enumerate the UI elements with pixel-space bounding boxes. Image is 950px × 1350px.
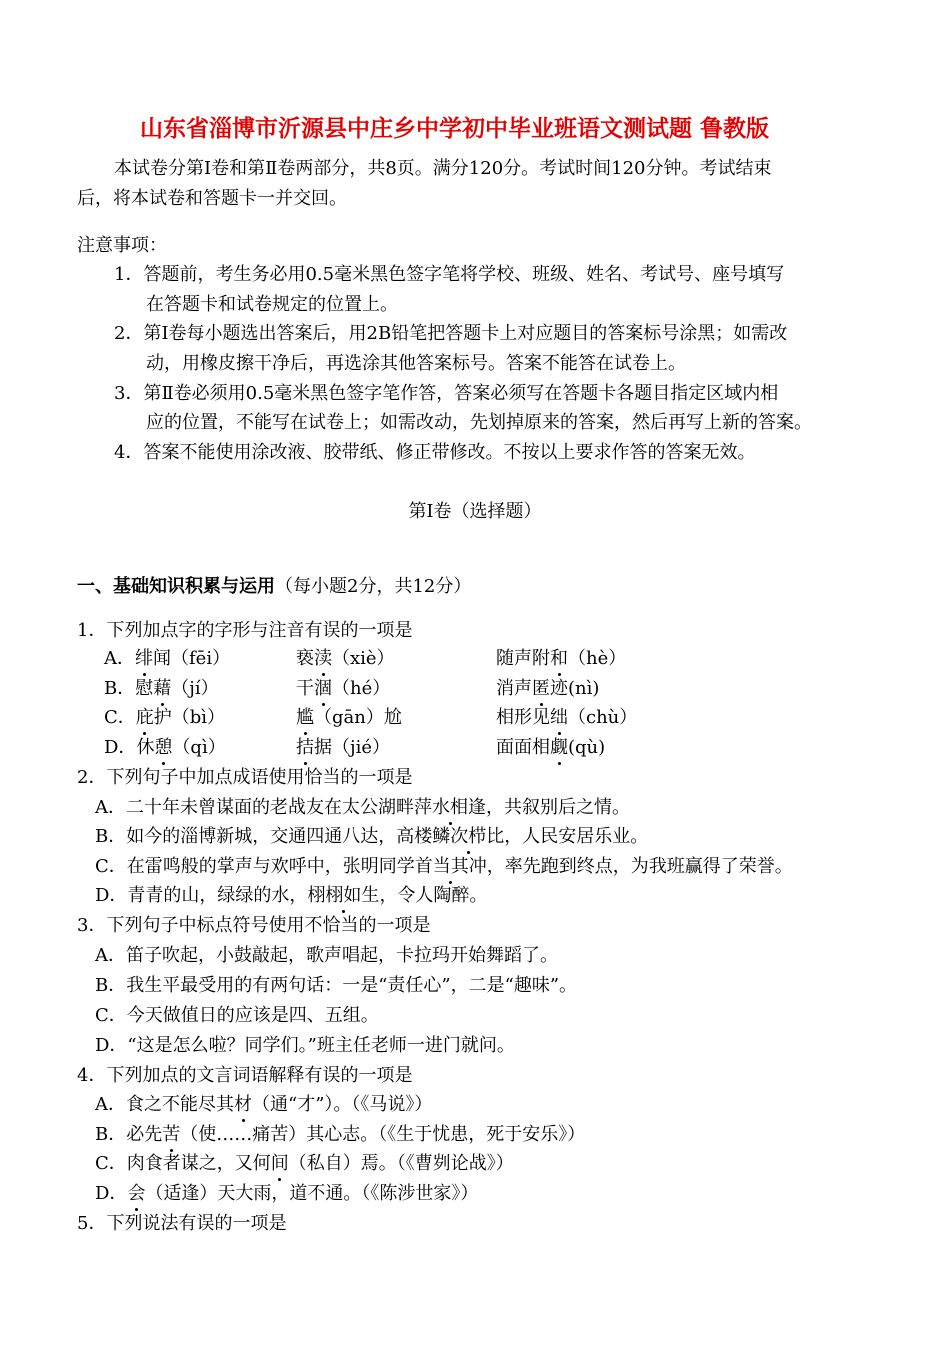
notice-heading: 注意事项： <box>77 235 167 256</box>
document-title: 山东省淄博市沂源县中庄乡中学初中毕业班语文测试题 鲁教版 <box>140 115 770 142</box>
q1-option-d-col1: D．休憩（qì） <box>104 737 226 758</box>
notice-line-2: 2．第Ⅰ卷每小题选出答案后，用2B铅笔把答题卡上对应题目的答案标号涂黑；如需改 <box>114 323 788 344</box>
q2-option-d: D．青青的山，绿绿的水，栩栩如生，令人陶醉。 <box>95 885 488 906</box>
section1-title: 一、基础知识积累与运用 <box>77 576 275 597</box>
q1-option-a-col1: A．绯闻（fēi） <box>104 648 231 669</box>
q2-option-b: B．如今的淄博新城，交通四通八达，高楼鳞次栉比，人民安居乐业。 <box>95 826 649 847</box>
q4-option-b: B．必先苦（使……痛苦）其心志。（《生于忧患，死于安乐》） <box>95 1124 586 1145</box>
intro-line-2: 后，将本试卷和答题卡一并交回。 <box>77 188 347 209</box>
q1-option-a-col3: 随声附和（hè） <box>496 648 627 669</box>
q2-option-c: C．在雷鸣般的掌声与欢呼中，张明同学首当其冲，率先跑到终点，为我班赢得了荣誉。 <box>95 856 793 877</box>
section1-score: （每小题2分，共12分） <box>275 576 472 597</box>
q3-option-c: C．今天做值日的应该是四、五组。 <box>95 1005 379 1026</box>
notice-line-4: 4．答案不能使用涂改液、胶带纸、修正带修改。不按以上要求作答的答案无效。 <box>114 442 756 463</box>
q2-option-a: A．二十年未曾谋面的老战友在太公湖畔萍水相逢，共叙别后之情。 <box>95 797 630 818</box>
q4-option-c: C．肉食者谋之，又何间（私自）焉。（《曹刿论战》） <box>95 1153 514 1174</box>
q1-option-d-col2: 拮据（jié） <box>296 737 390 758</box>
q2-stem: 2．下列句子中加点成语使用恰当的一项是 <box>77 767 413 788</box>
q1-stem: 1．下列加点字的字形与注音有误的一项是 <box>77 620 413 641</box>
notice-line-1: 1．答题前，考生务必用0.5毫米黑色签字笔将学校、班级、姓名、考试号、座号填写 <box>114 264 785 285</box>
q1-option-b-col2: 干涸（hé） <box>296 678 391 699</box>
notice-line-1-cont: 在答题卡和试卷规定的位置上。 <box>146 294 398 315</box>
q3-option-d: D．“这是怎么啦？同学们。”班主任老师一进门就问。 <box>95 1035 515 1056</box>
q1-option-c-col1: C．庇护（bì） <box>104 707 226 728</box>
q1-option-b-col3: 消声匿迹(nì) <box>496 678 600 699</box>
q1-option-c-col2: 尴（gān）尬 <box>296 707 402 728</box>
q4-option-a: A．食之不能尽其材（通“才”）。（《马说》） <box>95 1094 433 1115</box>
notice-line-3: 3．第Ⅱ卷必须用0.5毫米黑色签字笔作答，答案必须写在答题卡各题目指定区域内相 <box>114 383 779 404</box>
q3-option-a: A．笛子吹起，小鼓敲起，歌声唱起，卡拉玛开始舞蹈了。 <box>95 945 558 966</box>
intro-line-1: 本试卷分第Ⅰ卷和第Ⅱ卷两部分，共8页。满分120分。考试时间120分钟。考试结束 <box>114 158 772 179</box>
q3-stem: 3．下列句子中标点符号使用不恰当的一项是 <box>77 915 431 936</box>
notice-line-2-cont: 动，用橡皮擦干净后，再选涂其他答案标号。答案不能答在试卷上。 <box>146 353 686 374</box>
q5-stem: 5．下列说法有误的一项是 <box>77 1213 287 1234</box>
q1-option-a-col2: 亵渎（xiè） <box>296 648 395 669</box>
notice-line-3-cont: 应的位置，不能写在试卷上；如需改动，先划掉原来的答案，然后再写上新的答案。 <box>146 412 812 433</box>
q1-option-d-col3: 面面相觑(qù) <box>496 737 606 758</box>
q3-option-b: B．我生平最受用的有两句话：一是“责任心”，二是“趣味”。 <box>95 975 578 996</box>
section1-heading <box>77 575 471 599</box>
q1-option-b-col1: B．慰藉（jí） <box>104 678 219 699</box>
q1-option-c-col3: 相形见绌（chù） <box>496 707 638 728</box>
q4-stem: 4．下列加点的文言词语解释有误的一项是 <box>77 1065 413 1086</box>
part1-title: 第Ⅰ卷（选择题） <box>408 501 542 522</box>
q4-option-d: D．会（适逢）天大雨，道不通。（《陈涉世家》） <box>95 1183 479 1204</box>
